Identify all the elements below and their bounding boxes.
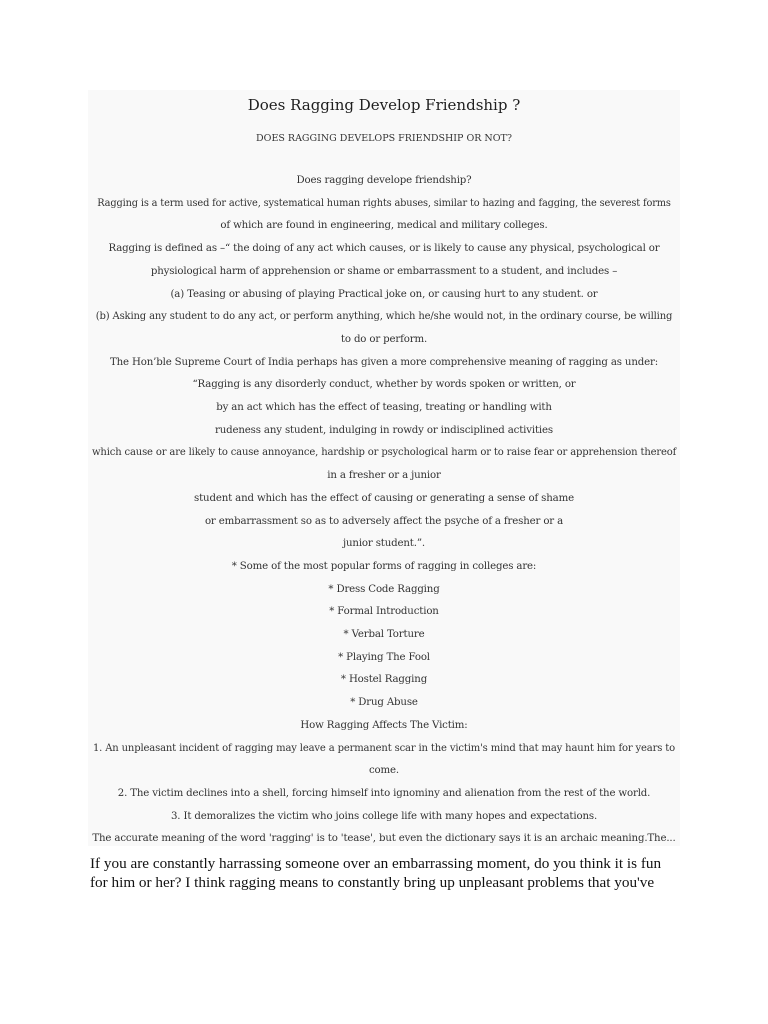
- preview-line: * Drug Abuse: [350, 697, 418, 709]
- preview-line: Does ragging develope friendship?: [296, 175, 472, 186]
- preview-line: * Some of the most popular forms of ragging in colleges are:: [231, 560, 537, 572]
- preview-line: * Verbal Torture: [343, 629, 425, 641]
- preview-line: 3. It demoralizes the victim who joins college life with many hopes and expectations.: [170, 810, 598, 822]
- preview-line: The accurate meaning of the word 'ragging' is to 'tease', but even the dictionary says it is an archaic meaning.The...: [92, 833, 676, 845]
- preview-line: How Ragging Affects The Victim:: [300, 719, 468, 731]
- preview-line: or embarrassment so as to adversely affect the psyche of a fresher or a: [204, 515, 564, 527]
- preview-line: * Hostel Ragging: [340, 674, 428, 686]
- body-paragraph-line: for him or her? I think ragging means to constantly bring up unpleasant problems that you've: [90, 874, 655, 891]
- body-text: [90, 854, 690, 892]
- preview-line: * Dress Code Ragging: [328, 583, 440, 595]
- preview-line: “Ragging is any disorderly conduct, whether by words spoken or written, or: [192, 379, 576, 391]
- preview-line: Ragging is defined as –“ the doing of any act which causes, or is likely to cause any physical, psychological or: [108, 243, 660, 255]
- preview-body: [92, 170, 676, 846]
- preview-line: by an act which has the effect of teasing, treating or handling with: [216, 402, 552, 414]
- preview-line: (a) Teasing or abusing of playing Practical joke on, or causing hurt to any student. or: [170, 288, 598, 300]
- body-paragraph-line: If you are constantly harrassing someone over an embarrassing moment, do you think it is fun: [90, 855, 662, 872]
- preview-line: to do or perform.: [340, 333, 428, 345]
- preview-line: * Formal Introduction: [329, 606, 439, 618]
- preview-line: in a fresher or a junior: [327, 470, 441, 482]
- document-subtitle: DOES RAGGING DEVELOPS FRIENDSHIP OR NOT?: [256, 133, 512, 144]
- document-preview: [88, 90, 680, 846]
- document-title: Does Ragging Develop Friendship ?: [247, 96, 521, 114]
- preview-line: 1. An unpleasant incident of ragging may leave a permanent scar in the victim's mind that may haunt him for years to: [92, 742, 676, 754]
- preview-line: rudeness any student, indulging in rowdy or indisciplined activities: [215, 424, 553, 436]
- preview-line: student and which has the effect of causing or generating a sense of shame: [194, 492, 574, 504]
- preview-line: of which are found in engineering, medical and military colleges.: [220, 220, 548, 232]
- preview-line: physiological harm of apprehension or shame or embarrassment to a student, and includes –: [150, 265, 618, 277]
- preview-line: * Playing The Fool: [338, 651, 430, 663]
- preview-line: The Hon’ble Supreme Court of India perhaps has given a more comprehensive meaning of ragging as under:: [109, 356, 659, 368]
- preview-line: Ragging is a term used for active, systematical human rights abuses, similar to hazing and fagging, the severest forms: [97, 197, 671, 209]
- preview-line: which cause or are likely to cause annoyance, hardship or psychological harm or to raise fear or apprehension thereof: [92, 447, 677, 459]
- preview-line: come.: [368, 765, 400, 777]
- preview-line: junior student.”.: [342, 538, 425, 550]
- preview-line: 2. The victim declines into a shell, forcing himself into ignominy and alienation from the rest of the world.: [117, 787, 651, 799]
- preview-line: (b) Asking any student to do any act, or perform anything, which he/she would not, in the ordinary course, be willing: [95, 311, 673, 323]
